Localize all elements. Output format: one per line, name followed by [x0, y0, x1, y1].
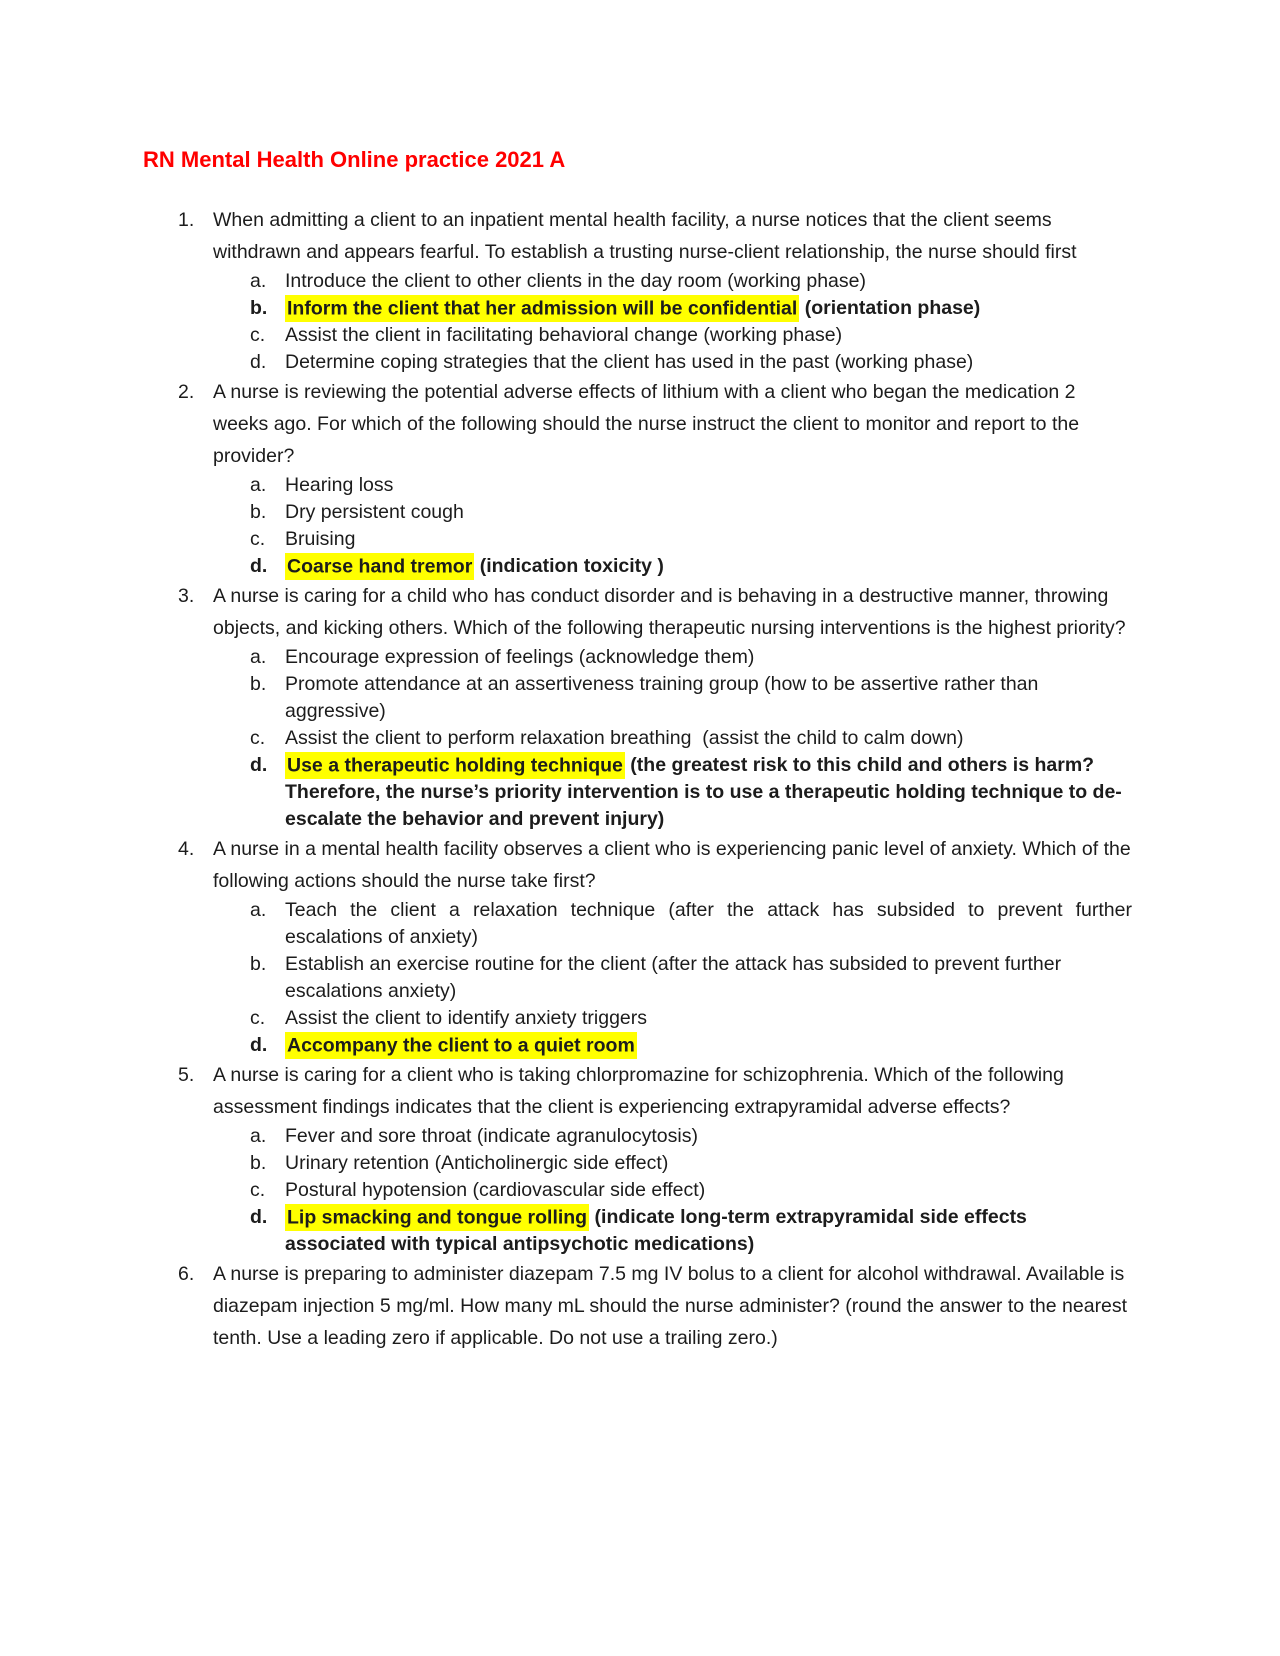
answer-option	[250, 526, 1132, 553]
question	[178, 833, 1137, 1059]
answer-option	[250, 268, 1132, 295]
option-text-value: Assist the client in facilitating behavioral change (working phase)	[285, 324, 843, 346]
question-text: A nurse in a mental health facility observes a client who is experiencing panic level of anxiety. Which of the following actions should the nurse take first?	[213, 838, 1137, 892]
answer-option	[250, 1032, 1132, 1059]
question-text: A nurse is reviewing the potential adverse effects of lithium with a client who began the medication 2 weeks ago. For which of the following should the nurse instruct the client to monitor and report to the provider?	[213, 381, 1085, 467]
option-letter: b.	[250, 1152, 267, 1174]
answer-option	[250, 1177, 1132, 1204]
option-text-value: Urinary retention (Anticholinergic side effect)	[285, 1152, 669, 1174]
option-text	[285, 499, 1132, 526]
answer-option	[250, 499, 1132, 526]
option-text	[285, 725, 1132, 752]
answer-annotation: (indicate long-term extrapyramidal side effects associated with typical antipsychotic medications)	[285, 1206, 1033, 1255]
option-text	[285, 295, 1132, 322]
answer-annotation: (indication toxicity )	[474, 555, 664, 577]
question	[178, 376, 1132, 580]
question-number: 3.	[178, 585, 195, 607]
option-text-value: Encourage expression of feelings (acknowledge them)	[285, 646, 755, 668]
answer-option	[250, 1005, 1132, 1032]
option-text	[285, 1005, 1132, 1032]
question	[178, 1258, 1132, 1354]
option-text	[285, 553, 1132, 580]
option-letter: c.	[250, 528, 266, 550]
question-number: 6.	[178, 1263, 195, 1285]
question-number: 1.	[178, 209, 195, 231]
highlighted-answer: Lip smacking and tongue rolling	[285, 1204, 589, 1231]
option-letter: a.	[250, 1125, 267, 1147]
option-text	[285, 897, 1132, 951]
option-letter: a.	[250, 270, 267, 292]
option-letter: d.	[250, 1206, 268, 1228]
option-text	[285, 268, 1132, 295]
option-text-value: Establish an exercise routine for the client (after the attack has subsided to prevent further escalations anxiety)	[285, 953, 1067, 1002]
answer-option	[250, 725, 1132, 752]
option-text	[285, 951, 1132, 1005]
option-letter: b.	[250, 953, 267, 975]
option-letter: c.	[250, 324, 266, 346]
option-text	[285, 526, 1132, 553]
questions-list	[178, 204, 1137, 1354]
option-text-value: Promote attendance at an assertiveness training group (how to be assertive rather than aggressive)	[285, 673, 1044, 722]
option-text-value: Assist the client to identify anxiety triggers	[285, 1007, 647, 1029]
option-letter: c.	[250, 727, 266, 749]
answer-option	[250, 897, 1132, 951]
option-text	[285, 644, 1132, 671]
page-title: RN Mental Health Online practice 2021 A	[143, 147, 566, 172]
question	[178, 204, 1132, 376]
question-text: A nurse is preparing to administer diazepam 7.5 mg IV bolus to a client for alcohol withdrawal. Available is diazepam injection 5 mg/ml. How many mL should the nurse administer? (round the answer to the nearest tenth. Use a leading zero if applicable. Do not use a trailing zero.)	[213, 1263, 1133, 1349]
answer-option	[250, 553, 1132, 580]
option-letter: b.	[250, 297, 268, 319]
answer-option	[250, 644, 1132, 671]
answer-option	[250, 322, 1132, 349]
option-text-value: Dry persistent cough	[285, 501, 464, 523]
question-number: 2.	[178, 381, 195, 403]
question-body	[213, 376, 1132, 580]
option-text	[285, 671, 1132, 725]
answer-option	[250, 752, 1132, 833]
question	[178, 580, 1132, 833]
option-letter: d.	[250, 754, 268, 776]
option-text	[285, 472, 1132, 499]
option-letter: d.	[250, 351, 267, 373]
option-letter: c.	[250, 1179, 266, 1201]
option-text	[285, 349, 1132, 376]
option-text	[285, 752, 1132, 833]
option-text-value: Determine coping strategies that the client has used in the past (working phase)	[285, 351, 974, 373]
option-text	[285, 1123, 1132, 1150]
answer-option	[250, 951, 1132, 1005]
question-text: When admitting a client to an inpatient mental health facility, a nurse notices that the client seems withdrawn and appears fearful. To establish a trusting nurse-client relationship, the nurse should first	[213, 209, 1077, 263]
question-body	[213, 204, 1132, 376]
question-number: 4.	[178, 838, 195, 860]
option-text	[285, 1177, 1132, 1204]
answer-annotation: (orientation phase)	[799, 297, 981, 319]
question-body	[213, 580, 1132, 833]
option-text-value: Postural hypotension (cardiovascular side effect)	[285, 1179, 706, 1201]
answer-option	[250, 349, 1132, 376]
highlighted-answer: Use a therapeutic holding technique	[285, 752, 625, 779]
option-letter: d.	[250, 555, 268, 577]
option-letter: a.	[250, 899, 267, 921]
answer-option	[250, 671, 1132, 725]
highlighted-answer: Inform the client that her admission will be confidential	[285, 295, 799, 322]
option-letter: a.	[250, 646, 267, 668]
option-text-value: Assist the client to perform relaxation breathing (assist the child to calm down)	[285, 727, 964, 749]
option-text-value: Teach the client a relaxation technique (after the attack has subsided to prevent further escalations of anxiety)	[285, 899, 1132, 948]
option-letter: d.	[250, 1034, 268, 1056]
option-text	[285, 1032, 1132, 1059]
option-text-value: Hearing loss	[285, 474, 394, 496]
option-text-value: Introduce the client to other clients in the day room (working phase)	[285, 270, 866, 292]
answer-option	[250, 1123, 1132, 1150]
question-text: A nurse is caring for a child who has conduct disorder and is behaving in a destructive manner, throwing objects, and kicking others. Which of the following therapeutic nursing interventions is the highest priority?	[213, 585, 1126, 639]
highlighted-answer: Accompany the client to a quiet room	[285, 1032, 637, 1059]
option-letter: a.	[250, 474, 267, 496]
answer-option	[250, 1204, 1132, 1258]
question	[178, 1059, 1132, 1258]
question-text: A nurse is caring for a client who is taking chlorpromazine for schizophrenia. Which of the following assessment findings indicates that the client is experiencing extrapyramidal adverse effects?	[213, 1064, 1070, 1118]
answer-option	[250, 472, 1132, 499]
question-body	[213, 1258, 1132, 1354]
question-number: 5.	[178, 1064, 195, 1086]
answer-annotation: (the greatest risk to this child and others is harm? Therefore, the nurse’s priority intervention is to use a therapeutic holding technique to de-escalate the behavior and prevent injury)	[285, 754, 1122, 830]
option-letter: c.	[250, 1007, 266, 1029]
option-letter: b.	[250, 501, 267, 523]
option-text-value: Fever and sore throat (indicate agranulocytosis)	[285, 1125, 698, 1147]
option-text	[285, 1204, 1132, 1258]
answer-option	[250, 1150, 1132, 1177]
option-text-value: Bruising	[285, 528, 356, 550]
answer-option	[250, 295, 1132, 322]
question-body	[213, 833, 1137, 1059]
option-text	[285, 1150, 1132, 1177]
option-text	[285, 322, 1132, 349]
option-letter: b.	[250, 673, 267, 695]
highlighted-answer: Coarse hand tremor	[285, 553, 474, 580]
question-body	[213, 1059, 1132, 1258]
